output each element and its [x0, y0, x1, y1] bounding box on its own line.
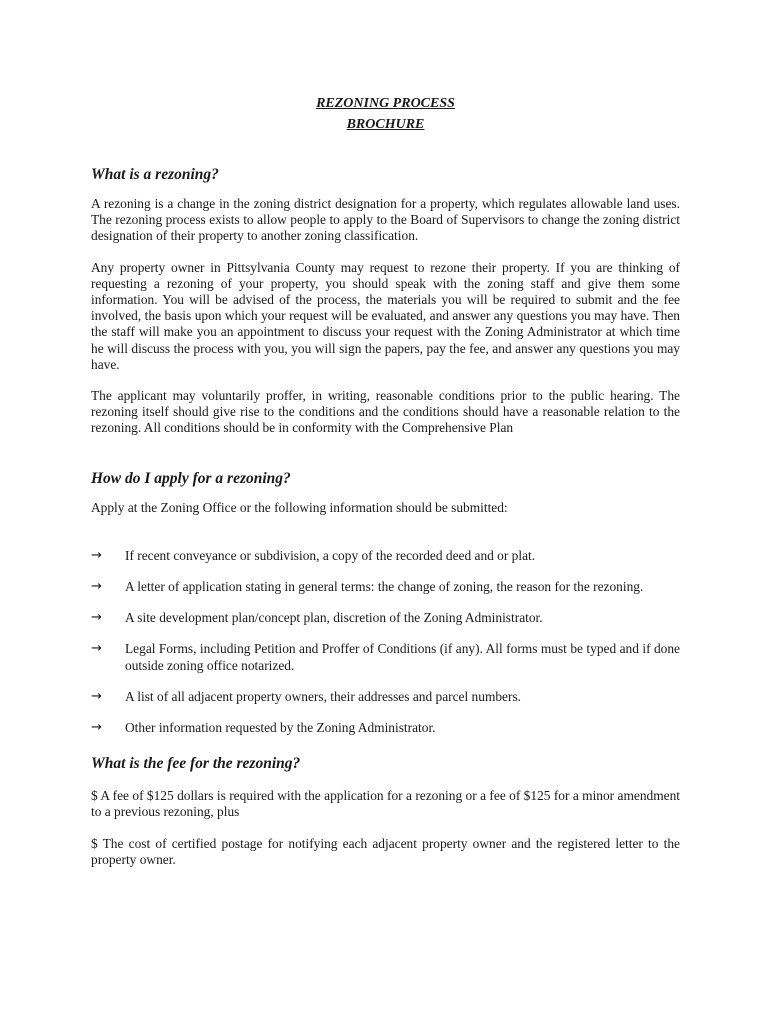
- section-heading-what-is-rezoning: What is a rezoning?: [91, 166, 219, 183]
- arrow-icon: →: [91, 610, 102, 626]
- list-item-text: Other information requested by the Zoning Administrator.: [125, 720, 436, 736]
- list-item-text: A list of all adjacent property owners, their addresses and parcel numbers.: [125, 688, 522, 704]
- title-line-1: REZONING PROCESS: [316, 96, 455, 111]
- paragraph-property-owner: Any property owner in Pittsylvania County may request to rezone their property. If you are thinking of requesting a rezoning of your property, you should speak with the zoning staff and give them some information. You will be advised of the process, the materials you will be required to submit and the fee involved, the basis upon which your request will be evaluated, and answer any questions you may have. Then the staff will make you an appointment to discuss your request with the Zoning Administrator at which time he will discuss the process with you, you will sign the papers, pay the fee, and answer any questions you may have.: [91, 259, 680, 372]
- arrow-icon: →: [91, 579, 102, 595]
- document-page: [91, 93, 680, 868]
- list-item: [91, 548, 680, 564]
- document-title: [91, 93, 680, 135]
- list-item: [91, 579, 680, 595]
- paragraph-fee-amount: $ A fee of $125 dollars is required with the application for a rezoning or a fee of $125 for a minor amendment to a previous rezoning, plus: [91, 788, 680, 820]
- list-item-text: Legal Forms, including Petition and Proffer of Conditions (if any). All forms must be typed and if done outside zoning office notarized.: [125, 641, 680, 673]
- list-item-text: A letter of application stating in general terms: the change of zoning, the reason for the rezoning.: [125, 579, 644, 595]
- requirements-list: [91, 548, 680, 736]
- list-item: [91, 610, 680, 626]
- title-line-2: BROCHURE: [346, 117, 425, 132]
- arrow-icon: →: [91, 720, 102, 736]
- arrow-icon: →: [91, 547, 102, 563]
- list-item: [91, 689, 680, 705]
- section-heading-how-to-apply: How do I apply for a rezoning?: [91, 469, 291, 487]
- paragraph-proffer: The applicant may voluntarily proffer, in writing, reasonable conditions prior to the public hearing. The rezoning itself should give rise to the conditions and the conditions should have a reasonable relation to the rezoning. All conditions should be in conformity with the Comprehensive Plan: [91, 388, 680, 436]
- list-item-text: If recent conveyance or subdivision, a copy of the recorded deed and or plat.: [125, 547, 536, 563]
- arrow-icon: →: [91, 641, 102, 657]
- paragraph-apply-intro: Apply at the Zoning Office or the following information should be submitted:: [91, 499, 508, 515]
- list-item-text: A site development plan/concept plan, discretion of the Zoning Administrator.: [125, 610, 543, 626]
- list-item: [91, 641, 680, 673]
- arrow-icon: →: [91, 688, 102, 704]
- list-item: [91, 720, 680, 736]
- paragraph-fee-postage: $ The cost of certified postage for notifying each adjacent property owner and the registered letter to the property owner.: [91, 835, 680, 867]
- paragraph-definition: A rezoning is a change in the zoning district designation for a property, which regulates allowable land uses. The rezoning process exists to allow people to apply to the Board of Supervisors to change the zoning district designation of their property to another zoning classification.: [91, 196, 680, 244]
- section-heading-fee: What is the fee for the rezoning?: [91, 755, 301, 773]
